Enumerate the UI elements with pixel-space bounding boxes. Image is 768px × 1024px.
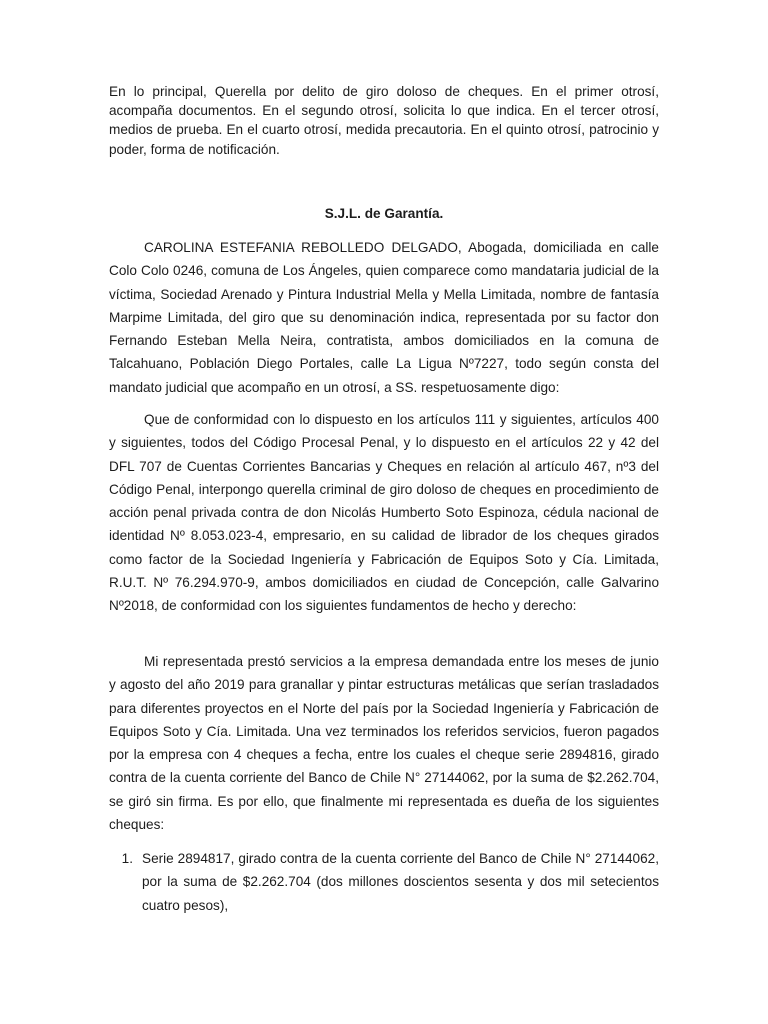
paragraph-complaint: Que de conformidad con lo dispuesto en los artículos 111 y siguientes, artículos 400 y siguientes, todos del Código Procesal Penal, y lo dispuesto en el artículos 22 y 42 del DFL 707 de Cuentas Corrientes Bancarias y Cheques en relación al artículo 467, nº3 del Código Penal, interpongo querella criminal de giro doloso de cheques en procedimiento de acción penal privada contra de don Nicolás Humberto Soto Espinoza, cédula nacional de identidad Nº 8.053.023-4, empresario, en su calidad de librador de los cheques girados como factor de la Sociedad Ingeniería y Fabricación de Equipos Soto y Cía. Limitada, R.U.T. Nº 76.294.970-9, ambos domiciliados en ciudad de Concepción, calle Galvarino Nº2018, de conformidad con los siguientes fundamentos de hecho y derecho: bbox=[109, 412, 659, 614]
paragraph-facts: Mi representada prestó servicios a la empresa demandada entre los meses de junio y agosto del año 2019 para granallar y pintar estructuras metálicas que serían trasladados para diferentes proyectos en el Norte del país por la Sociedad Ingeniería y Fabricación de Equipos Soto y Cía. Limitada. Una vez terminados los referidos servicios, fueron pagados por la empresa con 4 cheques a fecha, entre los cuales el cheque serie 2894816, girado contra de la cuenta corriente del Banco de Chile N° 27144062, por la suma de $2.262.704, se giró sin firma. Es por ello, que finalmente mi representada es dueña de los siguientes cheques: bbox=[109, 654, 659, 833]
list-item-text: Serie 2894817, girado contra de la cuenta corriente del Banco de Chile N° 27144062, por la suma de $2.262.704 (dos millones doscientos sesenta y dos mil setecientos cuatro pesos), bbox=[142, 851, 659, 913]
list-item bbox=[109, 847, 659, 917]
list-item-number: 1. bbox=[121, 851, 133, 866]
cheque-list bbox=[109, 847, 659, 917]
court-heading: S.J.L. de Garantía. bbox=[324, 206, 444, 221]
document-summary: En lo principal, Querella por delito de giro doloso de cheques. En el primer otrosí, acompaña documentos. En el segundo otrosí, solicita lo que indica. En el tercer otrosí, medios de prueba. En el cuarto otrosí, medida precautoria. En el quinto otrosí, patrocinio y poder, forma de notificación. bbox=[109, 84, 659, 157]
paragraph-appearance: CAROLINA ESTEFANIA REBOLLEDO DELGADO, Abogada, domiciliada en calle Colo Colo 0246, comuna de Los Ángeles, quien comparece como mandataria judicial de la víctima, Sociedad Arenado y Pintura Industrial Mella y Mella Limitada, nombre de fantasía Marpime Limitada, del giro que su denominación indica, representada por su factor don Fernando Esteban Mella Neira, contratista, ambos domiciliados en la comuna de Talcahuano, Población Diego Portales, calle La Ligua Nº7227, todo según consta del mandato judicial que acompaño en un otrosí, a SS. respetuosamente digo: bbox=[109, 240, 659, 395]
